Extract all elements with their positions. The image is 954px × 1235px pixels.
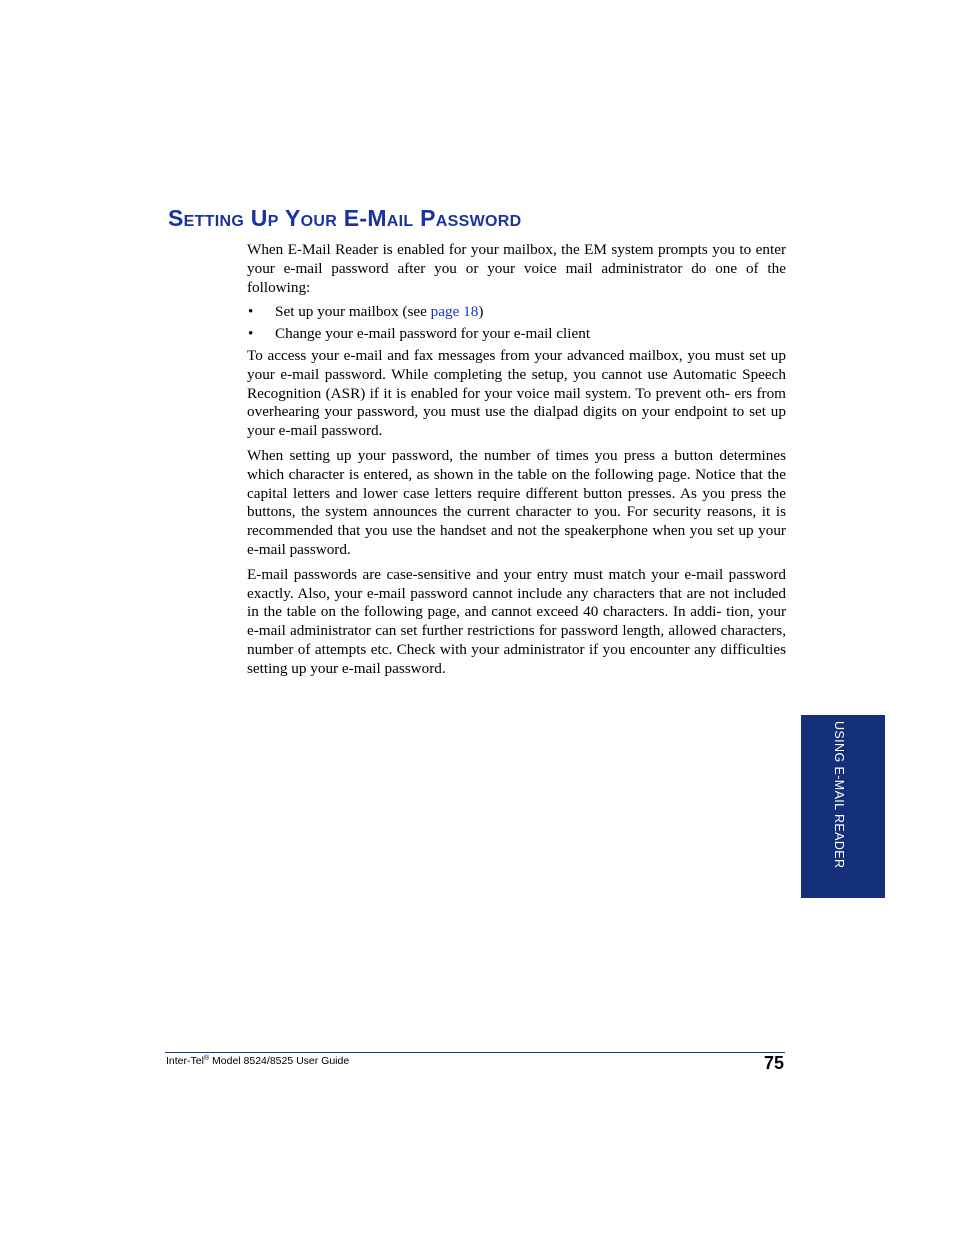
footer-guide-title [166,1055,349,1067]
registered-mark: ® [203,1055,210,1062]
page-number: 75 [763,1053,784,1073]
paragraph-access: To access your e-mail and fax messages from your advanced mailbox, you must set up your e-mail password. While completing the setup, you cannot use Automatic Speech Recognition (ASR) if it is enabled for your voice mail system. To prevent oth- ers from overhearing your password, you must use the dialpad digits on your endpoint to set up your e-mail password. [247,346,786,440]
list-item [247,325,786,344]
paragraph-setting-up: When setting up your password, the number of times you press a button determines which character is entered, as shown in the table on the following page. Notice that the capital letters and lower case letters require different button presses. As you press the buttons, the system announces the current character to you. For security reasons, it is recommended that you use the handset and not the speakerphone when you set up your e-mail password. [247,446,786,558]
footer-divider [165,1052,785,1053]
bullet-icon: • [248,303,254,321]
footer-brand: Inter-Tel [166,1055,204,1067]
bullet-icon: • [248,325,254,343]
paragraph-case-sensitive: E-mail passwords are case-sensitive and your entry must match your e-mail password exactly. Also, your e-mail password cannot include any characters that are not included in the table on the following page, and cannot exceed 40 characters. In addi- tion, your e-mail administrator can set further restrictions for password length, allowed characters, number of attempts etc. Check with your administrator if you encounter any difficulties setting up your e-mail password. [247,565,786,677]
chapter-tab-label: USING E-MAIL READER [832,721,846,869]
section-heading: Setting Up Your E-Mail Password [168,205,522,231]
page-18-link[interactable]: page 18 [430,303,479,321]
body-content [247,241,786,685]
list-item-text: Set up your mailbox (see [275,303,431,321]
list-item [247,303,786,322]
list-item-text: Change your e-mail password for your e-mail client [275,325,591,343]
list-item-text-end: ) [478,303,484,321]
chapter-side-tab [801,715,885,898]
footer-guide-name: Model 8524/8525 User Guide [209,1055,350,1067]
intro-paragraph: When E-Mail Reader is enabled for your mailbox, the EM system prompts you to enter your e-mail password after you or your voice mail administrator do one of the following: [247,241,786,296]
bullet-list [247,303,786,344]
